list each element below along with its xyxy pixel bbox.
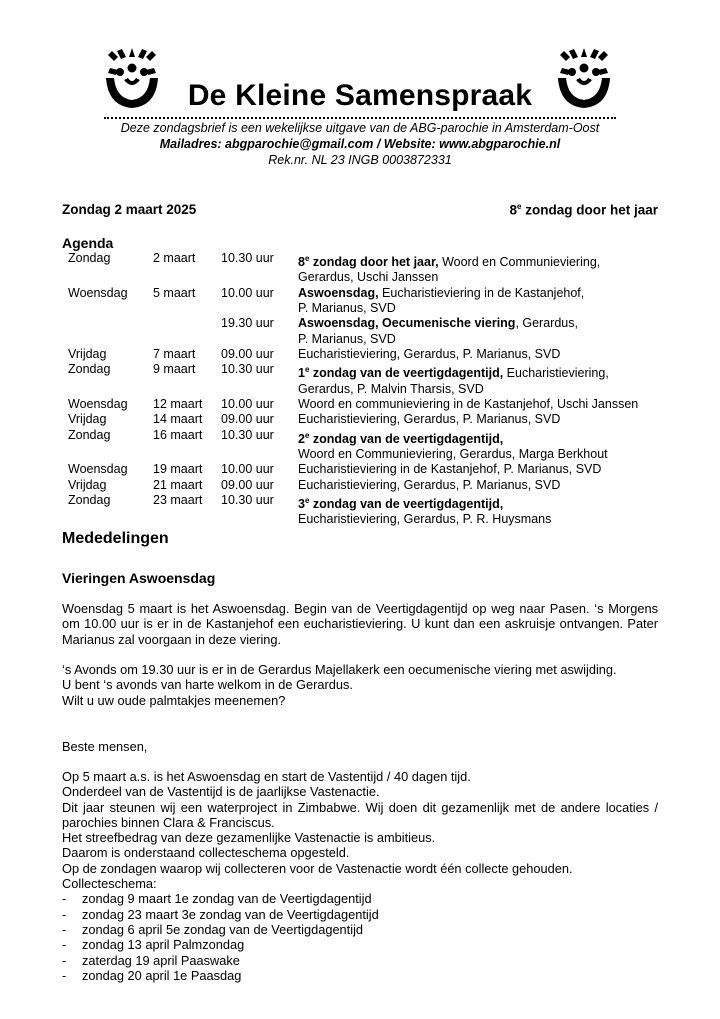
ordinal-suffix: e [304, 495, 310, 505]
agenda-description-line [298, 347, 668, 362]
masthead-subtitle: Deze zondagsbrief is een wekelijkse uitgave van de ABG-parochie in Amsterdam-Oost [120, 121, 600, 135]
agenda-day: Woensdag [68, 285, 128, 300]
masthead-contact: Mailadres: abgparochie@gmail.com / Website: www.abgparochie.nl [159, 137, 561, 151]
agenda-highlight: Aswoensdag, [298, 285, 379, 300]
agenda-day: Vrijdag [68, 477, 107, 492]
agenda-description-line [298, 251, 668, 270]
text-line: Daarom is onderstaand collecteschema opgesteld. [62, 845, 350, 861]
agenda-date: 19 maart [153, 462, 203, 477]
agenda-description-line [298, 462, 668, 477]
paragraph: Woensdag 5 maart is het Aswoensdag. Begin van de Veertigdagentijd op weg naar Pasen. ‘s Morgens om 10.00 uur is er in de Kastanjehof een eucharistieviering. U kunt dan een askruisje ontvangen. Pater Marianus zal voorgaan in deze viering. [62, 601, 658, 647]
agenda-row [68, 347, 668, 362]
agenda-day: Zondag [68, 251, 111, 265]
agenda-time: 10.30 uur [221, 492, 274, 507]
agenda-day: Woensdag [68, 462, 128, 477]
agenda-text: Eucharistieviering, [503, 366, 609, 381]
agenda-description-line: Gerardus, Uschi Janssen [298, 270, 439, 285]
agenda-row [68, 462, 668, 477]
section-subheading: Vieringen Aswoensdag [62, 570, 216, 586]
agenda-row [68, 478, 668, 493]
agenda-row [68, 428, 668, 463]
list-item: - zaterdag 19 april Paaswake [62, 953, 658, 968]
agenda-text: , Gerardus, [515, 316, 578, 331]
agenda-description [298, 347, 668, 362]
agenda-description-line [298, 478, 668, 493]
agenda-description [298, 428, 668, 463]
agenda-text: Eucharistieviering, Gerardus, P. Marianus, SVD [298, 412, 561, 427]
agenda-day: Vrijdag [68, 412, 107, 427]
agenda-description-line [298, 412, 668, 427]
masthead-title: De Kleine Samenspraak [187, 79, 533, 112]
agenda-highlight: 1e zondag van de veertigdagentijd, [298, 365, 504, 381]
ordinal-suffix: e [304, 254, 310, 263]
agenda-date: 14 maart [153, 412, 203, 427]
text-line: Onderdeel van de Vastentijd is de jaarlijkse Vastenactie. [62, 784, 380, 800]
text-line: Collecteschema: [62, 876, 157, 892]
agenda-text: Eucharistieviering in de Kastanjehof, [378, 285, 585, 300]
agenda-date: 23 maart [153, 492, 203, 507]
agenda-time: 19.30 uur [221, 316, 274, 331]
agenda-date: 5 maart [153, 285, 196, 300]
agenda-time: 10.30 uur [221, 427, 274, 442]
agenda-time: 10.00 uur [221, 462, 274, 477]
paragraph [62, 662, 658, 708]
agenda-day: Zondag [68, 362, 111, 377]
agenda-date: 16 maart [153, 427, 203, 442]
text-line: Op 5 maart a.s. is het Aswoensdag en start de Vastentijd / 40 dagen tijd. [62, 769, 471, 784]
liturgical-sunday: 8e zondag door het jaar [509, 202, 658, 218]
ordinal-suffix: e [304, 430, 310, 440]
agenda-highlight: Aswoensdag, Oecumenische viering [298, 316, 516, 331]
agenda-time: 10.00 uur [221, 396, 274, 411]
greeting: Beste mensen, [62, 739, 148, 754]
list-item: - zondag 23 maart 3e zondag van de Veertigdagentijd [62, 907, 658, 922]
agenda-time: 10.30 uur [221, 251, 274, 265]
agenda-description-line [298, 362, 668, 381]
agenda-description-line: Woord en Communieviering, Gerardus, Marga Berkhout [298, 447, 608, 462]
agenda-row [68, 397, 668, 412]
agenda-description [298, 362, 668, 397]
agenda-day: Zondag [68, 427, 111, 442]
agenda-day: Zondag [68, 492, 111, 507]
agenda-row [68, 316, 668, 347]
agenda-time: 10.30 uur [221, 362, 274, 377]
agenda-description-line [298, 316, 668, 331]
agenda-description [298, 462, 668, 477]
text-line: ‘s Avonds om 19.30 uur is er in de Gerardus Majellakerk een oecumenische viering met aswijding. [62, 662, 617, 677]
ordinal-suffix: e [304, 365, 310, 375]
agenda-date: 21 maart [153, 477, 203, 492]
list-item: - zondag 6 april 5e zondag van de Veertigdagentijd [62, 922, 658, 937]
agenda-day: Woensdag [68, 396, 128, 411]
agenda-time: 09.00 uur [221, 412, 274, 427]
agenda-description-line [298, 428, 668, 447]
agenda-time: 09.00 uur [221, 346, 274, 361]
agenda-description-line [298, 397, 668, 412]
agenda-description [298, 316, 668, 347]
collection-schedule [62, 891, 658, 983]
agenda-text: Eucharistieviering in de Kastanjehof, P. Marianus, SVD [298, 462, 602, 477]
agenda-description-line: Eucharistieviering, Gerardus, P. R. Huysmans [298, 512, 552, 527]
text-line: U bent ‘s avonds van harte welkom in de Gerardus. [62, 677, 353, 693]
agenda-highlight: 2e zondag van de veertigdagentijd, [298, 430, 504, 446]
agenda-description [298, 493, 668, 528]
list-item: - zondag 13 april Palmzondag [62, 937, 658, 952]
agenda-heading: Agenda [62, 235, 114, 251]
list-item: - zondag 20 april 1e Paasdag [62, 968, 658, 983]
agenda-description [298, 286, 668, 317]
agenda-date: 12 maart [153, 396, 203, 411]
agenda-time: 10.00 uur [221, 285, 274, 300]
agenda-text: Eucharistieviering, Gerardus, P. Marianus, SVD [298, 346, 561, 361]
agenda-highlight: 3e zondag van de veertigdagentijd, [298, 495, 504, 512]
text-line: Op de zondagen waarop wij collecteren voor de Vastenactie wordt één collecte gehouden. [62, 860, 573, 876]
text-line: Het streefbedrag van deze gezamenlijke Vastenactie is ambitieus. [62, 830, 436, 846]
agenda-description-line: P. Marianus, SVD [298, 331, 396, 346]
agenda-table [68, 251, 668, 528]
text-line: Wilt u uw oude palmtakjes meenemen? [62, 692, 286, 708]
agenda-description [298, 397, 668, 412]
agenda-description [298, 251, 668, 286]
list-item: - zondag 9 maart 1e zondag van de Veertigdagentijd [62, 891, 658, 906]
agenda-description-line [298, 286, 668, 301]
agenda-date: 9 maart [153, 362, 196, 377]
agenda-text: Woord en Communieviering, [438, 255, 601, 270]
agenda-description-line: P. Marianus, SVD [298, 301, 396, 316]
agenda-description-line: Gerardus, P. Malvin Tharsis, SVD [298, 381, 484, 396]
agenda-date: 7 maart [153, 346, 196, 361]
agenda-row [68, 362, 668, 397]
agenda-text: Eucharistieviering, Gerardus, P. Marianus, SVD [298, 477, 561, 492]
agenda-description [298, 478, 668, 493]
agenda-text: Woord en communieviering in de Kastanjehof, Uschi Janssen [298, 396, 639, 411]
agenda-row [68, 251, 668, 286]
agenda-description [298, 412, 668, 427]
mededelingen-heading: Mededelingen [62, 530, 169, 547]
agenda-row [68, 493, 668, 528]
masthead-bank: Rek.nr. NL 23 INGB 0003872331 [268, 153, 452, 167]
text-line: Dit jaar steunen wij een waterproject in Zimbabwe. Wij doen dit gezamenlijk met de andere locaties / parochies binnen Clara & Franciscus. [62, 799, 658, 830]
agenda-date: 2 maart [153, 251, 196, 265]
agenda-row [68, 286, 668, 317]
agenda-highlight: 8e zondag door het jaar, [298, 254, 439, 270]
agenda-row [68, 412, 668, 427]
masthead-divider [104, 117, 616, 119]
paragraph [62, 769, 658, 983]
agenda-day: Vrijdag [68, 346, 107, 361]
agenda-description-line [298, 493, 668, 512]
agenda-time: 09.00 uur [221, 477, 274, 492]
issue-date: Zondag 2 maart 2025 [62, 202, 197, 217]
